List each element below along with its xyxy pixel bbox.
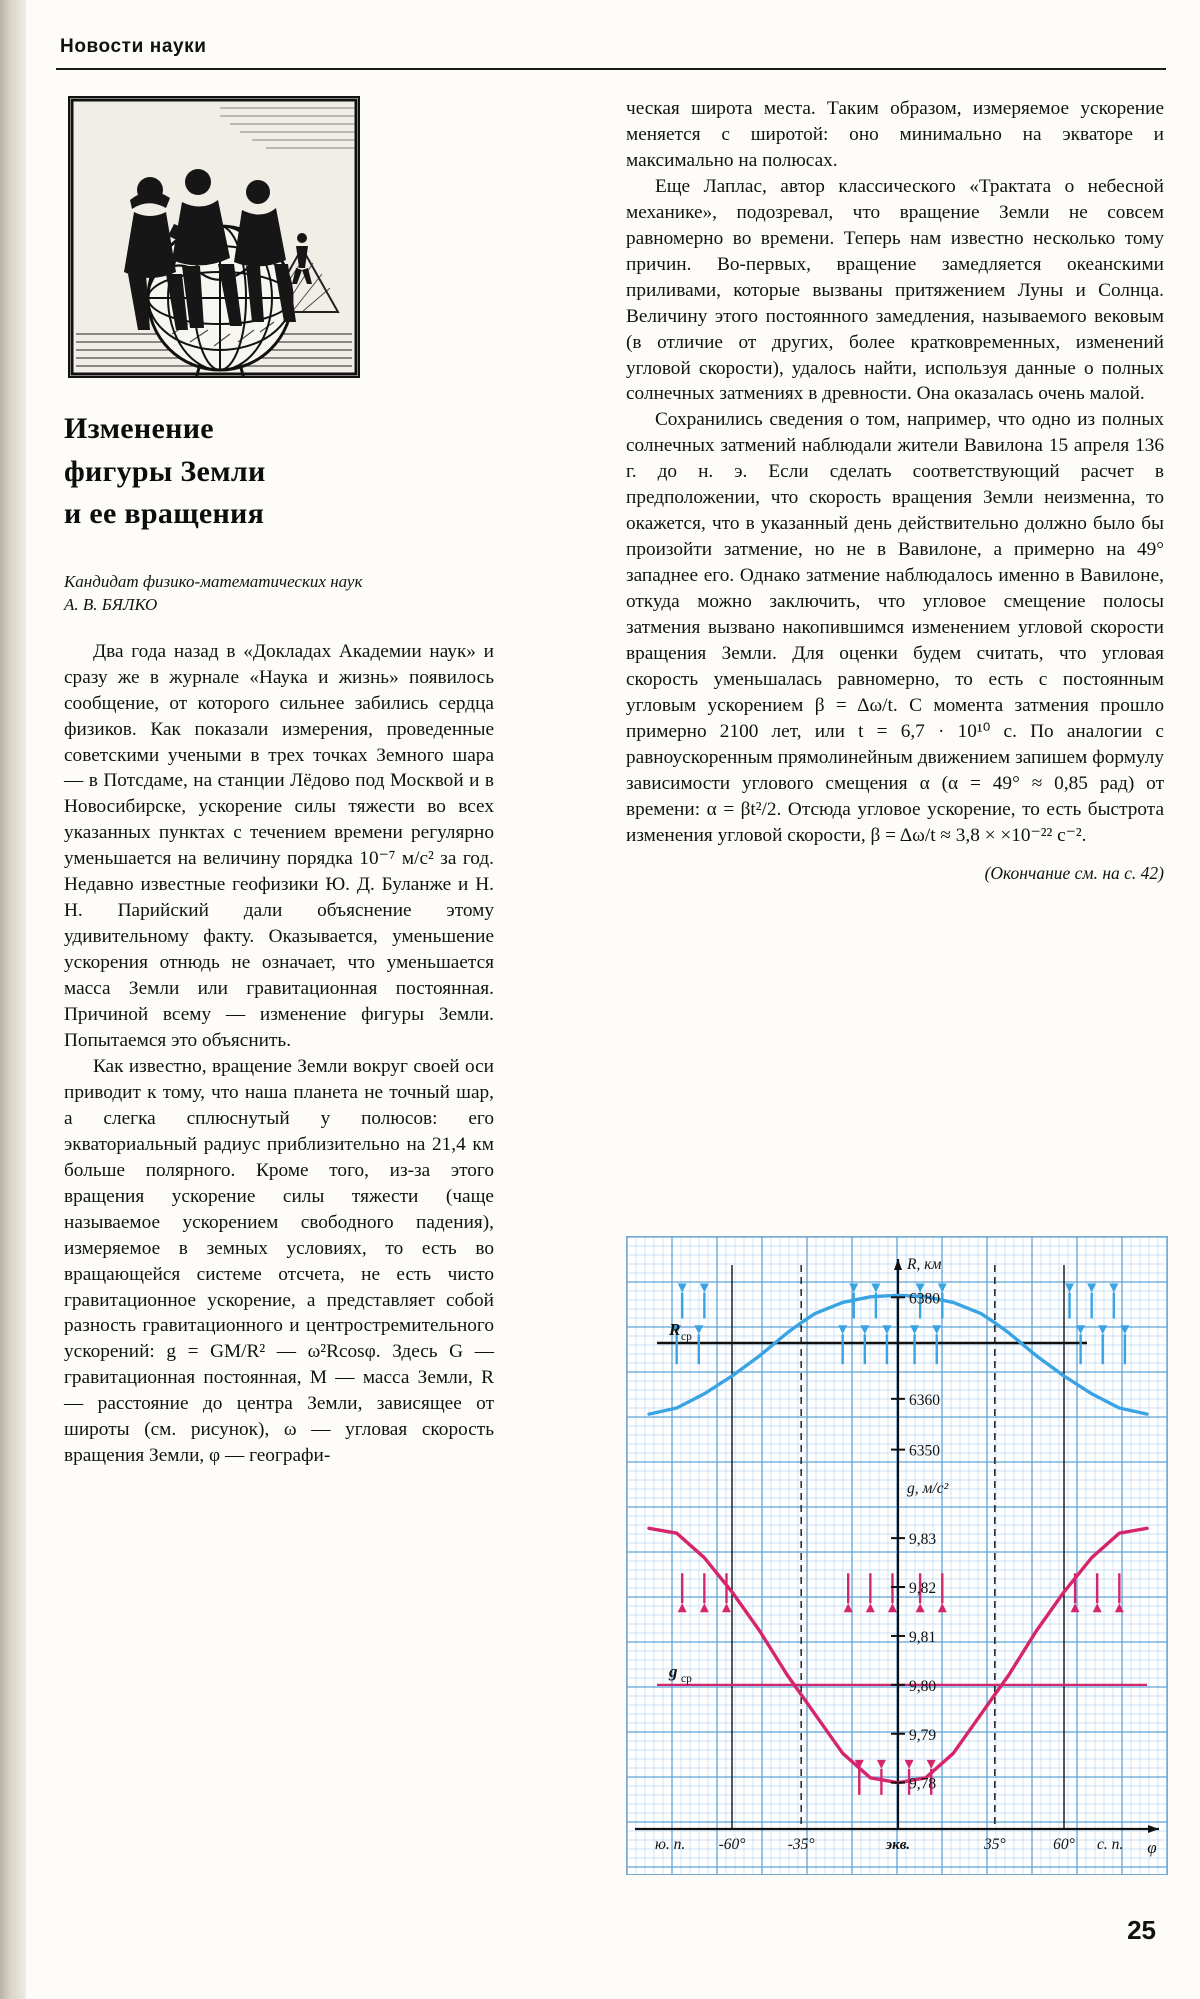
- tick-label-g-2: 9,81: [909, 1628, 937, 1646]
- svg-text:g: g: [669, 1661, 678, 1681]
- continuation-note: (Окончание см. на с. 42): [984, 862, 1164, 883]
- article-title-line-2: фигуры Земли: [64, 454, 266, 488]
- tick-label-R-2: 6350: [909, 1442, 940, 1460]
- tick-label-g-3: 9,80: [909, 1677, 937, 1695]
- page-number: 25: [1127, 1915, 1156, 1945]
- page-edge-shadow: [0, 0, 26, 1999]
- article-title: [64, 408, 494, 536]
- figure-radius-gravity-chart: [626, 1236, 1168, 1875]
- paragraph: Еще Лаплас, автор классического «Трактата о небесной механике», подозревал, что вращение Земли не совсем равномерно во времени. Теперь нам известно несколько тому причин. Во-первых, вращение замедляется океанскими приливами, которые вызваны притяжением Луны и Солнца. Величину этого постоянного замедления, называемого вековым (в отличие от других, более кратковременных, изменений угловой скорости), удалось найти, используя данные о полных солнечных затмениях в древности. Она оказалась очень малой.: [626, 175, 1164, 405]
- axis-label-R: R, км: [907, 1256, 942, 1273]
- woodcut-globe-engraving: [70, 98, 358, 376]
- x-tick-label-5: 60°: [1053, 1836, 1075, 1853]
- svg-text:ср: ср: [681, 1331, 692, 1343]
- axis-label-g: g, м/с²: [907, 1480, 949, 1497]
- right-column-body: [626, 96, 1164, 849]
- right-column: [626, 96, 1164, 884]
- x-tick-label-1: -60°: [718, 1836, 746, 1853]
- paragraph: Сохранились сведения о том, например, что одно из полных солнечных затмений наблюдали жители Вавилона 15 апреля 136 г. до н. э. Если сделать соответствующий расчет в предположении, что скорость вращения Земли неизменна, то окажется, что в указанный день действительно должно было бы произойти затмение, но не в Вавилоне, а примерно на 49° западнее его. Однако затмение наблюдалось именно в Вавилоне, откуда можно заключить, что угловое смещение полосы затмения вызвано накопившимся изменением угловой скорости вращения Земли. Для оценки будем считать, что угловая скорость уменьшалась равномерно, то есть с постоянным угловым ускорением β = Δω/t. С момента затмения прошло примерно 2100 лет, или t = 6,7 · 10¹⁰ с. По аналогии с равноускоренным прямолинейным движением запишем формулу зависимости углового смещения α (α = 49° ≈ 0,85 рад) от времени: α = βt²/2. Отсюда угловое ускорение, то есть быстрота изменения угловой скорости, β = Δω/t ≈ 3,8 × ×10⁻²² с⁻².: [626, 409, 1164, 846]
- x-tick-label-6: с. п.: [1097, 1836, 1124, 1853]
- running-head: Новости науки: [60, 36, 207, 57]
- woodcut-illustration: [68, 96, 360, 378]
- tick-label-R-0: 6380: [909, 1290, 940, 1308]
- svg-text:ср: ср: [681, 1672, 692, 1685]
- article-byline: [64, 570, 494, 617]
- x-tick-label-4: 35°: [983, 1836, 1006, 1853]
- tick-label-g-0: 9,83: [909, 1531, 937, 1549]
- tick-label-R-1: 6360: [909, 1391, 940, 1409]
- tick-label-g-5: 9,78: [909, 1775, 937, 1793]
- svg-text:R: R: [669, 1320, 681, 1339]
- paragraph: Два года назад в «Докладах Академии наук» и сразу же в журнале «Наука и жизнь» появилось сообщение, от которого сильнее забились сердца физиков. Как показали измерения, проведенные советскими учеными в трех точках Земного шара — в Потсдаме, на станции Лёдово под Москвой и в Новосибирске, ускорение силы тяжести во всех указанных пунктах с течением времени регулярно уменьшается на величину порядка 10⁻⁷ м/с² за год. Недавно известные геофизики Ю. Д. Буланже и Н. Н. Парийский дали объяснение этому удивительному факту. Оказывается, уменьшение ускорения отнюдь не означает, что уменьшается масса Земли или гравитационная постоянная. Причиной всему — изменение фигуры Земли. Попытаемся это объяснить.: [64, 640, 494, 1051]
- tick-label-g-4: 9,79: [909, 1726, 937, 1744]
- paragraph: ческая широта места. Таким образом, измеряемое ускорение меняется с широтой: оно минимально на экваторе и максимально на полюсах.: [626, 98, 1164, 171]
- left-column-body: [64, 639, 494, 1470]
- paragraph: Как известно, вращение Земли вокруг своей оси приводит к тому, что наша планета не точный шар, а слегка сплюснутый у полюсов: его экваториальный радиус приблизительно на 21,4 км больше полярного. Кроме того, из-за этого вращения ускорение силы тяжести (чаще называемое ускорением свободного падения), измеряемое в земных условиях, то есть во вращающейся системе отсчета, не есть чисто гравитационное ускорение, а представляет собой разность гравитационного и центростремительного ускорений: g = GM/R² — ω²Rcosφ. Здесь G — гравитационная постоянная, M — масса Земли, R — расстояние до центра Земли, зависящее от широты (см. рисунок), ω — угловая скорость вращения Земли, φ — географи-: [64, 1055, 494, 1467]
- x-tick-label-3: экв.: [885, 1837, 911, 1853]
- tick-label-g-1: 9,82: [909, 1580, 937, 1598]
- byline-author: А. В. БЯЛКО: [64, 595, 158, 615]
- axis-label-phi: φ: [1147, 1838, 1157, 1857]
- article-title-line-3: и ее вращения: [64, 497, 265, 531]
- x-tick-label-0: ю. п.: [655, 1836, 686, 1853]
- byline-credential: Кандидат физико-математических наук: [64, 571, 363, 591]
- left-column: [64, 96, 494, 1469]
- chart-svg: [627, 1237, 1167, 1874]
- page-content: [26, 0, 1200, 1999]
- x-tick-label-2: -35°: [787, 1836, 815, 1853]
- header-rule: [56, 68, 1166, 70]
- article-title-line-1: Изменение: [64, 412, 214, 445]
